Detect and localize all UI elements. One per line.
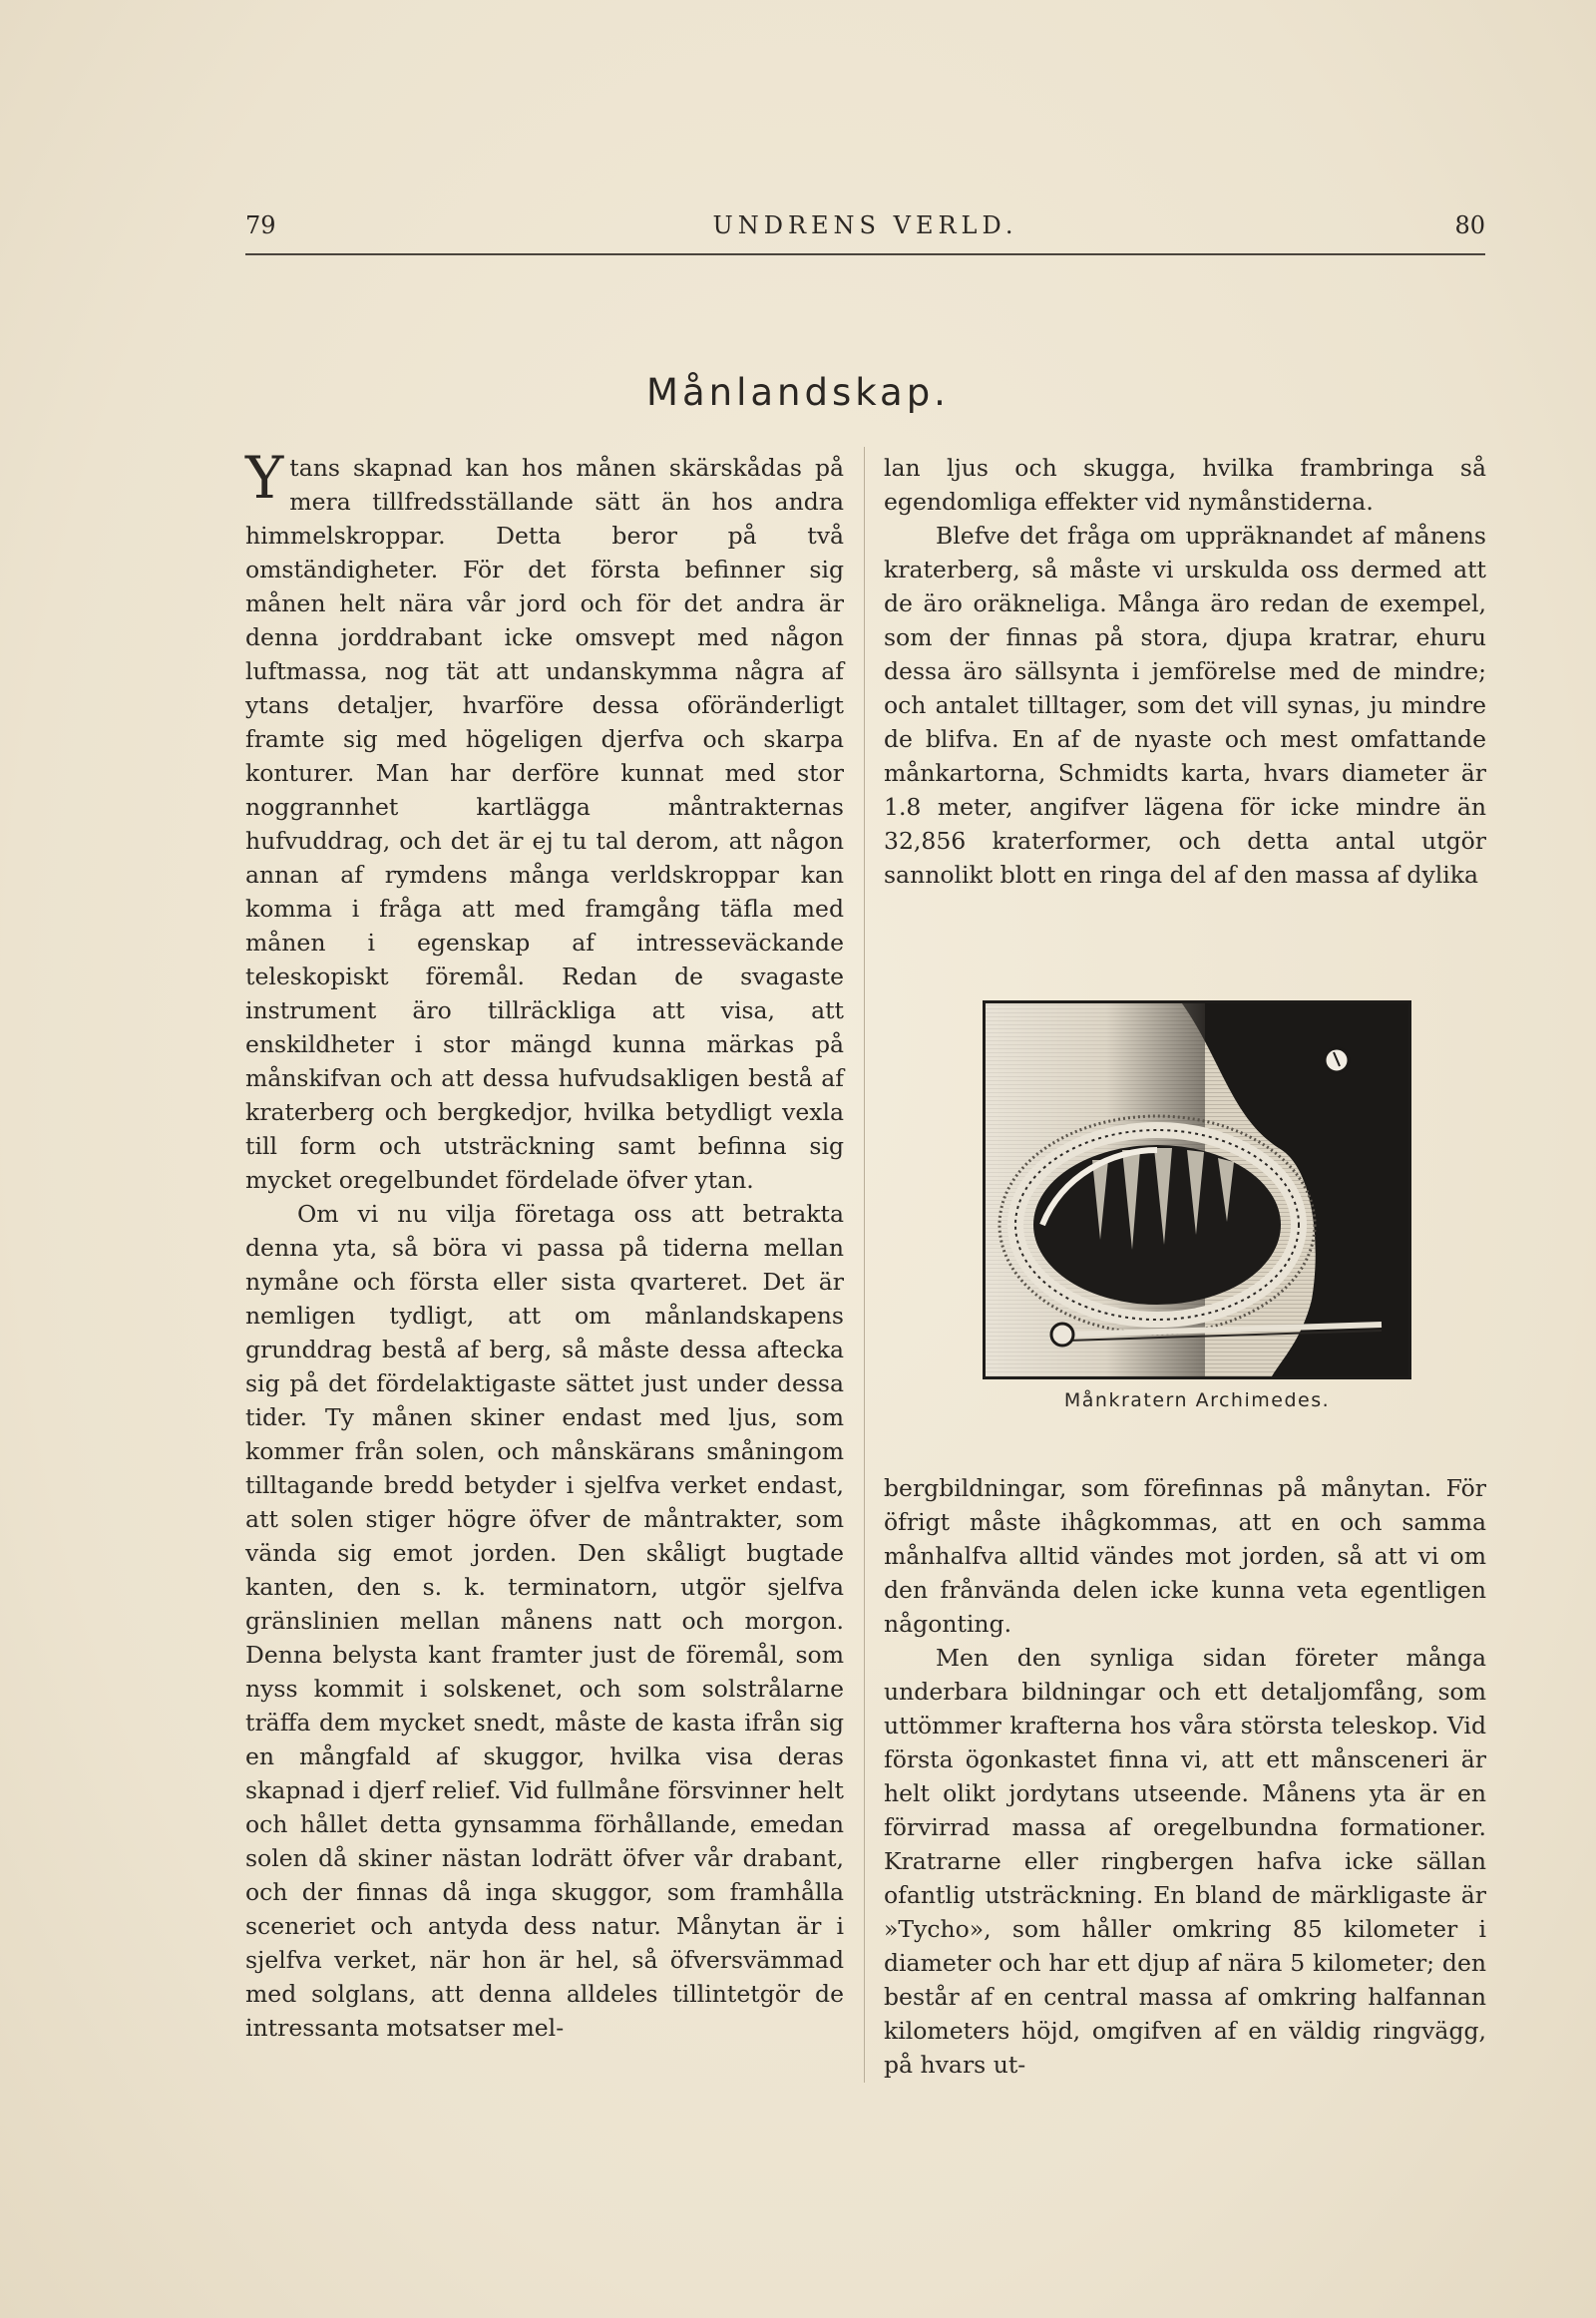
paragraph: Blefve det fråga om uppräknandet af månens kraterberg, så måste vi urskulda oss dermed att de äro oräkneliga. Många äro redan de exempel, som der finnas på stora, djupa kratrar, ehuru dessa äro sällsynta i jemförelse med de mindre; och antalet tilltager, som det vill synas, ju mindre de blifva. En af de nyaste och mest omfattande månkartorna, Schmidts karta, hvars diameter är 1.8 meter, angifver lägena för icke mindre än 32,856 kraterformer, och detta antal utgör sannolikt blott en ringa del af den massa af dylika: [884, 522, 1486, 889]
left-column: [245, 444, 844, 2045]
figure-caption: Månkratern Archimedes.: [1063, 1389, 1331, 1411]
paragraph: Om vi nu vilja företaga oss att betrakta denna yta, så böra vi passa på tiderna mellan nymåne och första eller sista qvarteret. Det är nemligen tydligt, att om månlandskapens grunddrag bestå af berg, så måste dessa aftecka sig på det fördelaktigaste sättet just under dessa tider. Ty månen skiner endast med ljus, som kommer från solen, och månskärans småningom tilltagande bredd betyder i sjelfva verket endast, att solen stiger högre öfver de måntrakter, som vända sig emot jorden. Den skåligt bugtade kanten, den s. k. terminatorn, utgör sjelfva gränslinien mellan månens natt och morgon. Denna belysta kant framter just de föremål, som nyss kommit i solskenet, och som solstrålarne träffa dem mycket snedt, måste de kasta ifrån sig en mångfald af skuggor, hvilka visa deras skapnad i djerf relief. Vid fullmåne försvinner helt och hållet detta gynsamma förhållande, emedan solen då skiner nästan lodrätt öfver vår drabant, och der finnas då inga skuggor, som framhålla sceneriet och antyda dess natur. Månytan är i sjelfva verket, när hon är hel, så öfversvämmad med solglans, att denna alldeles tillintetgör de intressanta motsatser mel-: [245, 1200, 844, 2042]
paragraph: [245, 444, 844, 1197]
right-column-top: [884, 451, 1486, 892]
article-title: Månlandskap.: [646, 371, 950, 414]
paragraph: lan ljus och skugga, hvilka frambringa så egendomliga effekter vid nymånstiderna.: [884, 454, 1486, 516]
header-rule: [245, 253, 1485, 255]
paragraph: bergbildningar, som förefinnas på månytan. För öfrigt måste ihågkommas, att en och samma månhalfva alltid vändes mot jorden, så att vi om den frånvända delen icke kunna veta egentligen någonting.: [884, 1474, 1486, 1638]
page-number-left: 79: [245, 211, 276, 239]
crater-engraving: [983, 1000, 1411, 1379]
running-title: UNDRENS VERLD.: [712, 211, 1018, 239]
figure-archimedes: [983, 1000, 1411, 1411]
paragraph-text: tans skapnad kan hos månen skärskådas på mera tillfredsställande sätt än hos andra himmelskroppar. Detta beror på två omständigheter. För det första befinner sig månen helt nära vår jord och för det andra är denna jorddrabant icke omsvept med någon luftmassa, nog tät att undanskymma några af ytans detaljer, hvarföre dessa oföränderligt framte sig med högeligen djerfva och skarpa konturer. Man har derföre kunnat med stor noggrannhet kartlägga måntrakternas hufvuddrag, och det är ej tu tal derom, att någon annan af rymdens många verldskroppar kan komma i fråga att med framgång täfla med månen i egenskap af intresseväckande teleskopiskt föremål. Redan de svagaste instrument äro tillräckliga att visa, att enskildheter i stor mängd kunna märkas på månskifvan och att dessa hufvudsakligen bestå af kraterberg och bergkedjor, hvilka betydligt vexla till form och utsträckning samt befinna sig mycket oregelbundet fördelade öfver ytan.: [245, 454, 844, 1194]
right-column-bottom: [884, 1471, 1486, 2082]
page-number-right: 80: [1454, 211, 1485, 239]
column-divider: [864, 447, 865, 2083]
drop-cap: Y: [245, 444, 284, 512]
running-head: [245, 211, 1485, 247]
paragraph: Men den synliga sidan företer många underbara bildningar och ett detaljomfång, som uttömmer krafterna hos våra största teleskop. Vid första ögonkastet finna vi, att ett månsceneri är helt olikt jordytans utseende. Månens yta är en förvirrad massa af oregelbundna formationer. Kratrarne eller ringbergen hafva icke sällan ofantlig utsträckning. En bland de märkligaste är »Tycho», som håller omkring 85 kilometer i diameter och har ett djup af nära 5 kilometer; den består af en central massa af omkring halfannan kilometers höjd, omgifven af en väldig ringvägg, på hvars ut-: [884, 1644, 1486, 2079]
